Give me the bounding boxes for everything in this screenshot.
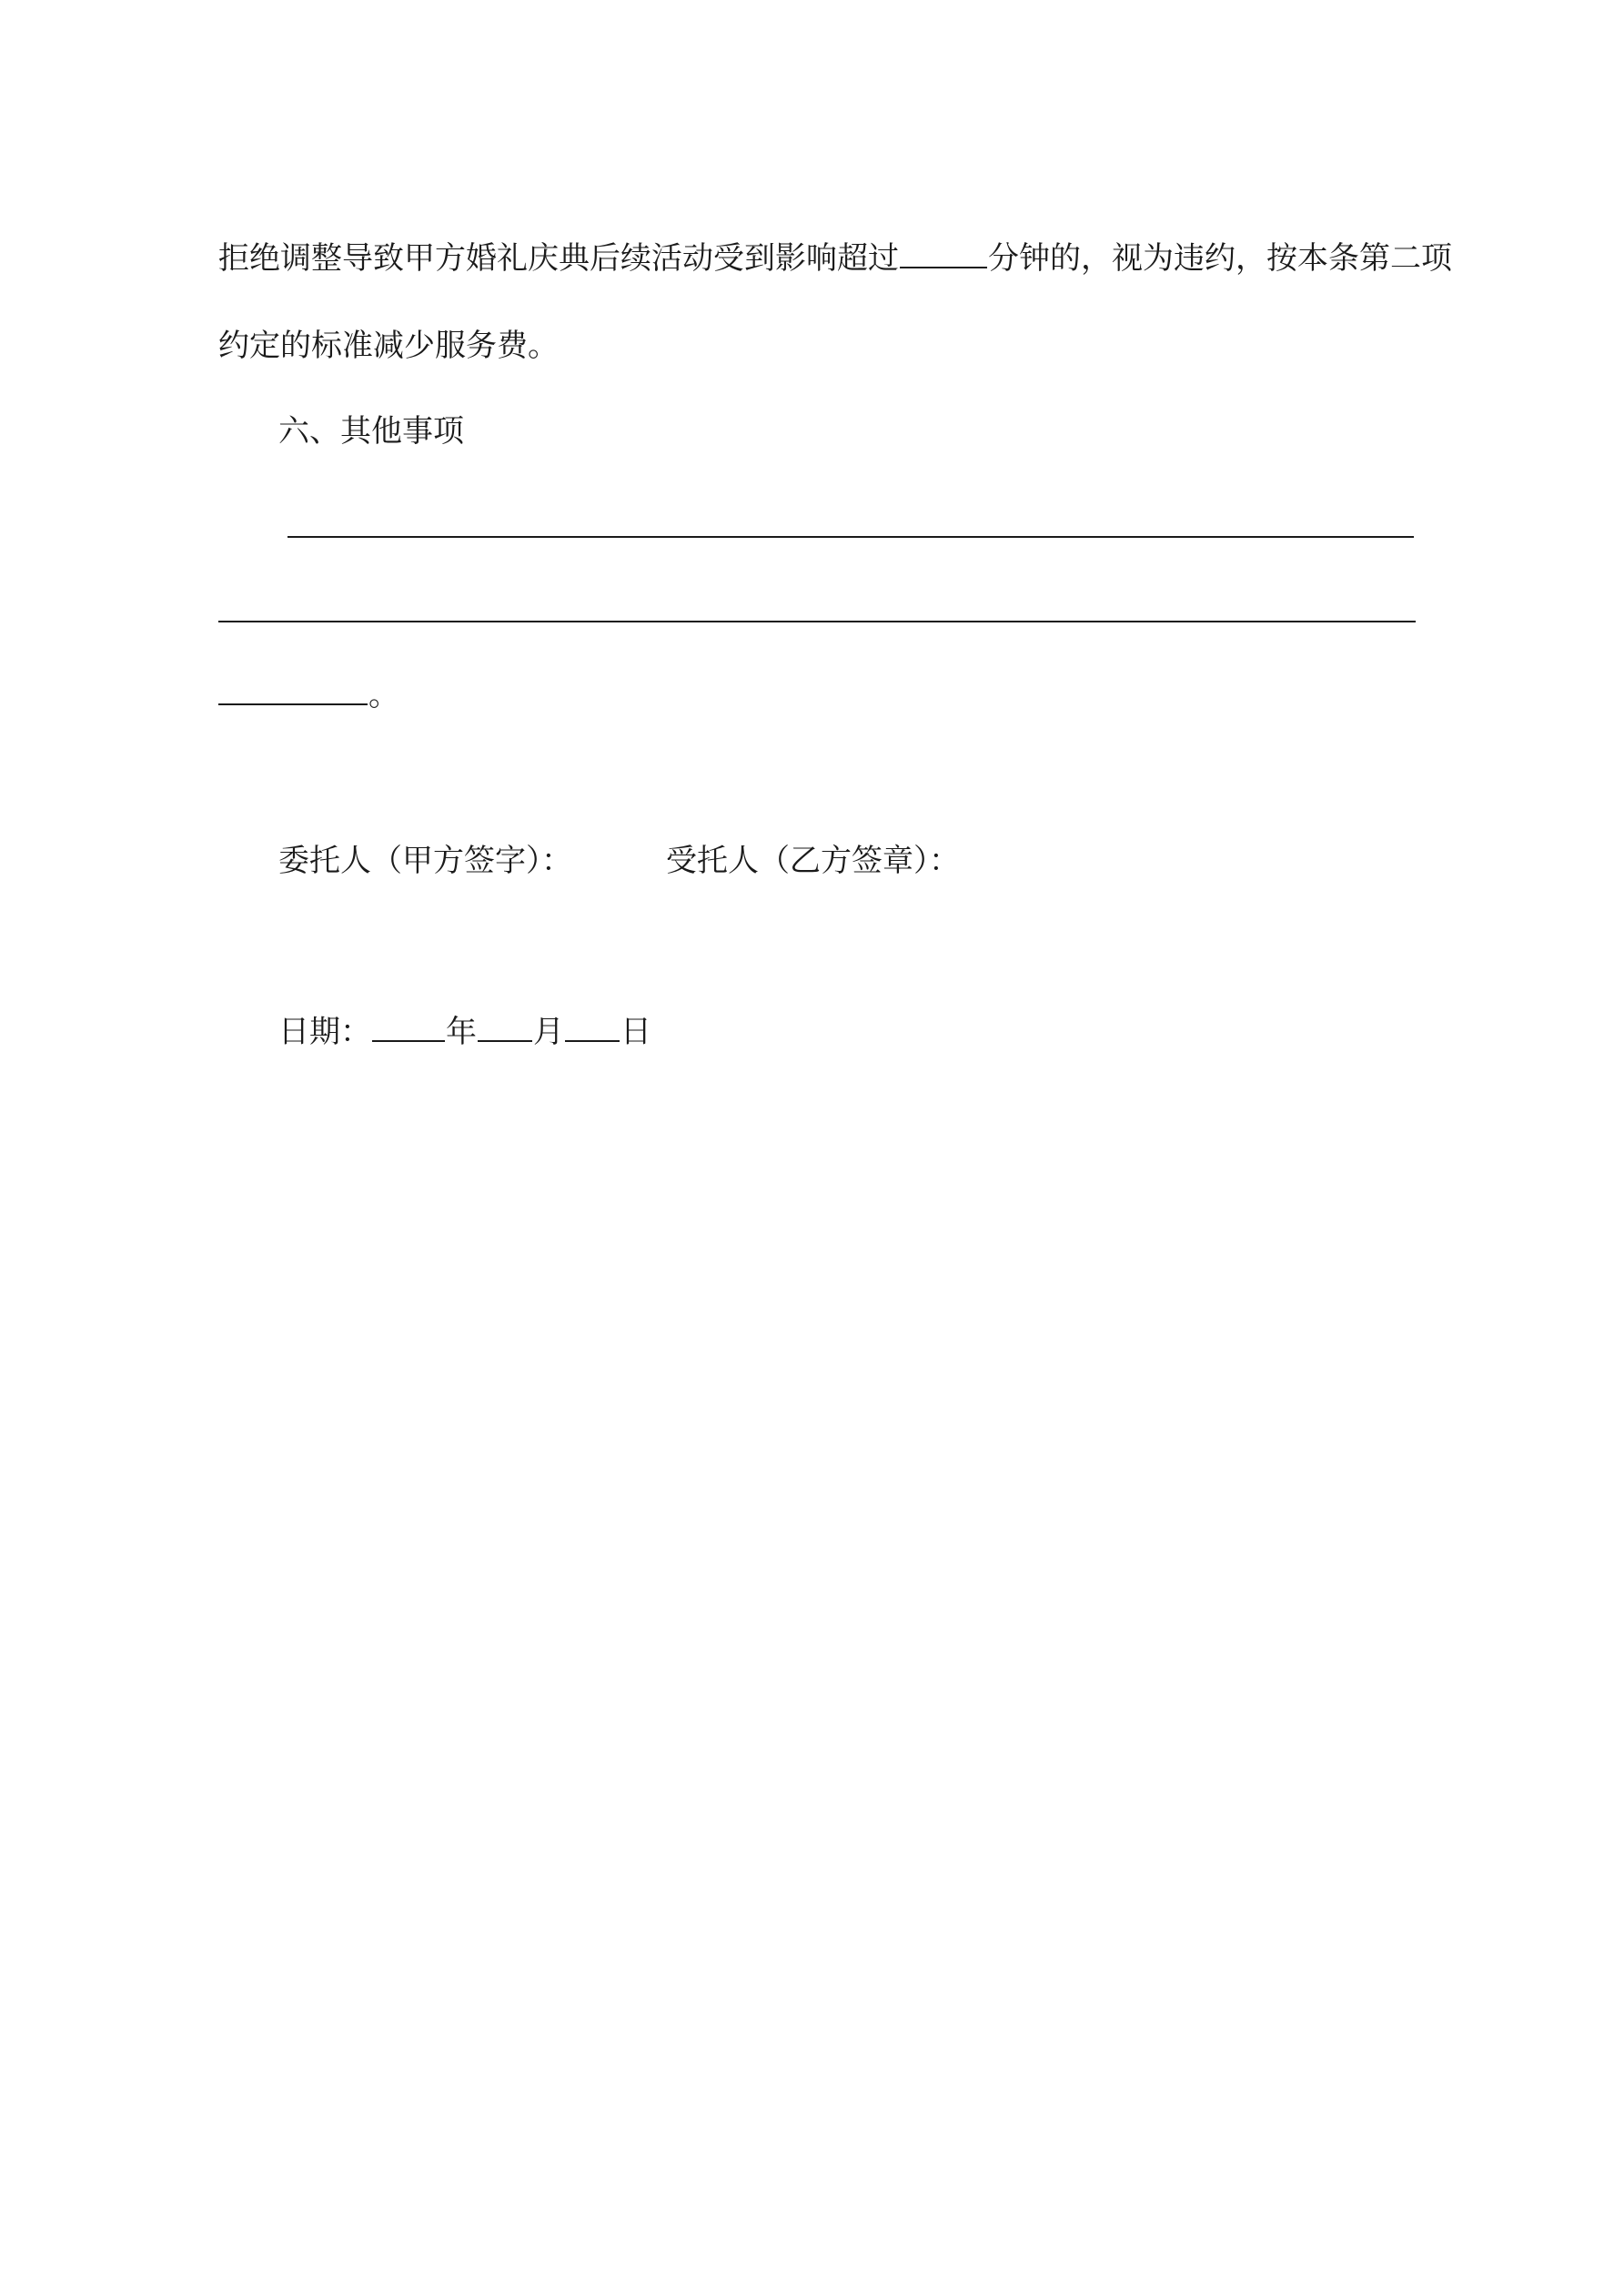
day-unit: 日 xyxy=(620,1014,651,1050)
other-matters-blank-1[interactable] xyxy=(287,536,1414,538)
clause-line-1 xyxy=(218,238,1452,278)
clause-line-1-text-a: 拒绝调整导致甲方婚礼庆典后续活动受到影响超过 xyxy=(218,240,899,277)
other-matters-blank-3[interactable] xyxy=(218,676,368,705)
month-blank[interactable] xyxy=(478,1013,532,1042)
other-matters-last-line xyxy=(218,675,399,715)
agent-signature-text: 受托人（乙方签章）： xyxy=(666,843,960,879)
day-blank[interactable] xyxy=(565,1013,620,1042)
clause-line-2-text: 约定的标准减少服务费。 xyxy=(218,328,559,364)
date-label: 日期： xyxy=(278,1014,371,1050)
agent-signature-label xyxy=(666,841,960,881)
principal-signature-label xyxy=(278,841,572,881)
minutes-blank[interactable] xyxy=(900,239,987,268)
section-6-heading-text: 六、其他事项 xyxy=(278,413,464,450)
clause-line-1-text-b: 分钟的，视为违约，按本条第二项 xyxy=(988,240,1452,277)
month-unit: 月 xyxy=(533,1014,564,1050)
year-blank[interactable] xyxy=(372,1013,445,1042)
other-matters-blank-2[interactable] xyxy=(218,621,1416,622)
date-line xyxy=(278,1012,651,1052)
section-6-heading xyxy=(278,411,464,451)
principal-signature-text: 委托人（甲方签字）： xyxy=(278,843,572,879)
clause-line-2 xyxy=(218,326,559,366)
year-unit: 年 xyxy=(446,1014,477,1050)
other-matters-end-mark: 。 xyxy=(368,677,399,713)
